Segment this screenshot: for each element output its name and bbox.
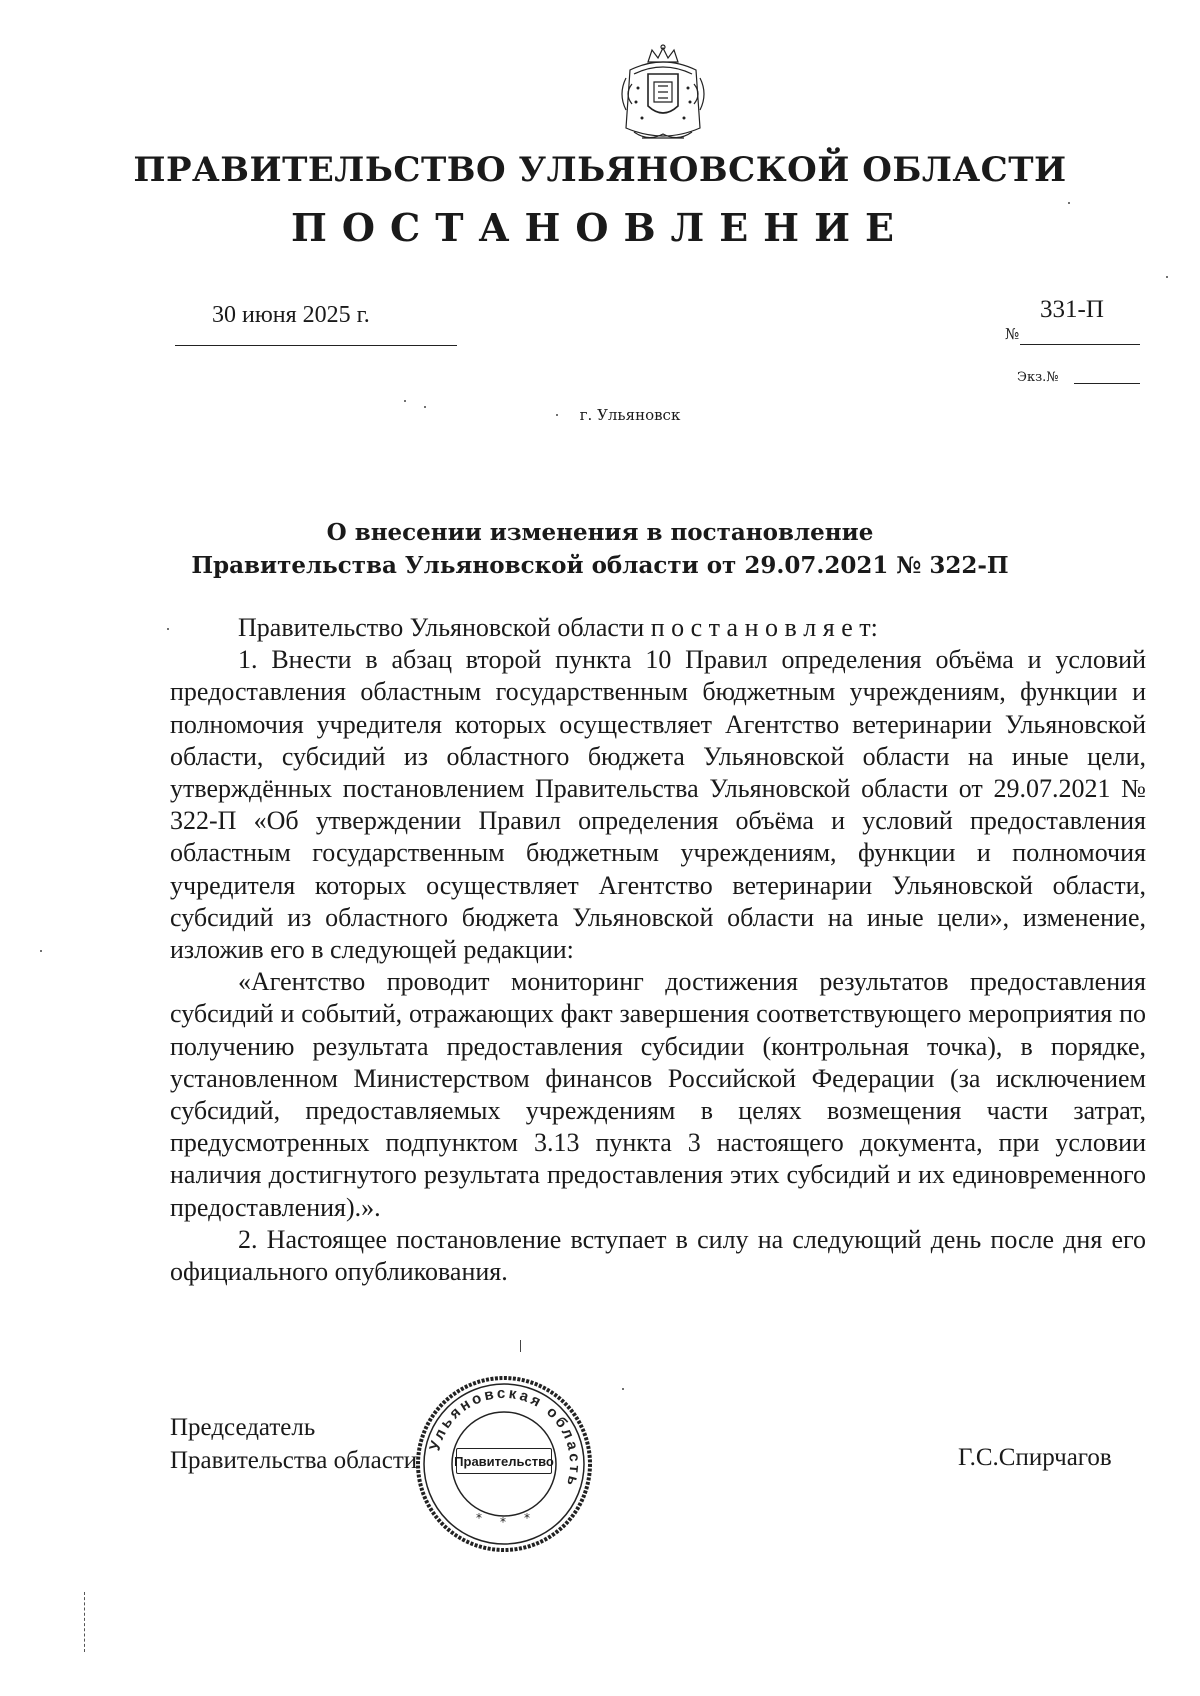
scan-speck <box>84 1592 86 1652</box>
body-paragraph: 1. Внести в абзац второй пункта 10 Правил определения объёма и условий предоставления областным государственным бюджетным учреждениям, функции и полномочия учредителя которых осуществляет Агентство ветеринарии Ульяновской области, субсидий из областного бюджета Ульяновской области на иные цели, утверждённых постановлением Правительства Ульяновской области от 29.07.2021 № 322-П «Об утверждении Правил определения объёма и условий предоставления областным государственным бюджетным учреждениям, функции и полномочия учредителя которых осуществляет Агентство ветеринарии Ульяновской области, субсидий из областного бюджета Ульяновской области на иные цели», изменение, изложив его в следующей редакции: <box>170 645 1146 965</box>
scan-speck <box>520 1340 521 1352</box>
scan-speck <box>40 950 42 952</box>
scan-speck <box>622 1388 624 1390</box>
scan-speck <box>1068 202 1070 204</box>
scan-speck <box>556 414 558 416</box>
scan-speck <box>167 628 169 630</box>
number-prefix: № <box>1005 325 1020 343</box>
position-line-2: Правительства области <box>170 1447 418 1474</box>
document-number: 331-П <box>1040 296 1104 323</box>
seal-center-label: Правительство <box>456 1448 552 1474</box>
body-paragraph: «Агентство проводит мониторинг достижения результатов предоставления субсидий и событий, отражающих факт завершения соответствующего мероприятия по получению результата предоставления субсидии (контрольная точка), в порядке, установленном Министерством финансов Российской Федерации (за исключением субсидий, предоставляемых учреждениям в целях возмещения части затрат, предусмотренных подпунктом 3.13 пункта 3 настоящего документа, при условии наличия достигнутого результата предоставления этих субсидий и их единовременного предоставления).». <box>170 967 1146 1222</box>
document-date: 30 июня 2025 г. <box>212 302 370 328</box>
svg-text:Ульяновская область <box>426 1385 583 1490</box>
document-type: ПОСТАНОВЛЕНИЕ <box>291 205 909 250</box>
svg-text:*: * <box>524 1511 530 1525</box>
copy-number-underline <box>1074 383 1140 384</box>
svg-text:*: * <box>476 1511 482 1525</box>
svg-text:*: * <box>500 1515 506 1529</box>
scan-speck <box>424 406 426 408</box>
coat-of-arms-icon <box>612 44 714 148</box>
position-line-1: Председатель <box>170 1414 316 1441</box>
date-underline <box>175 345 457 346</box>
document-body <box>170 612 1146 1288</box>
subject-line-2: Правительства Ульяновской области от 29.07.2021 № 322-П <box>191 552 1009 579</box>
subject-line-1: О внесении изменения в постановление <box>326 519 874 546</box>
signatory-position <box>170 1411 417 1477</box>
government-title: ПРАВИТЕЛЬСТВО УЛЬЯНОВСКОЙ ОБЛАСТИ <box>133 150 1067 190</box>
body-paragraph: 2. Настоящее постановление вступает в силу на следующий день после дня его официального опубликования. <box>170 1224 1146 1287</box>
scan-speck <box>1166 276 1168 278</box>
body-paragraph: Правительство Ульяновской области п о с т а н о в л я е т: <box>238 613 878 642</box>
seal-ring-text: Ульяновская область <box>426 1384 584 1491</box>
signatory-name: Г.С.Спирчагов <box>958 1444 1112 1471</box>
copy-number-label: Экз.№ <box>1017 370 1059 385</box>
document-subject <box>0 516 1200 582</box>
city: г. Ульяновск <box>579 406 681 424</box>
scan-speck <box>404 400 406 402</box>
number-underline <box>1020 344 1140 345</box>
